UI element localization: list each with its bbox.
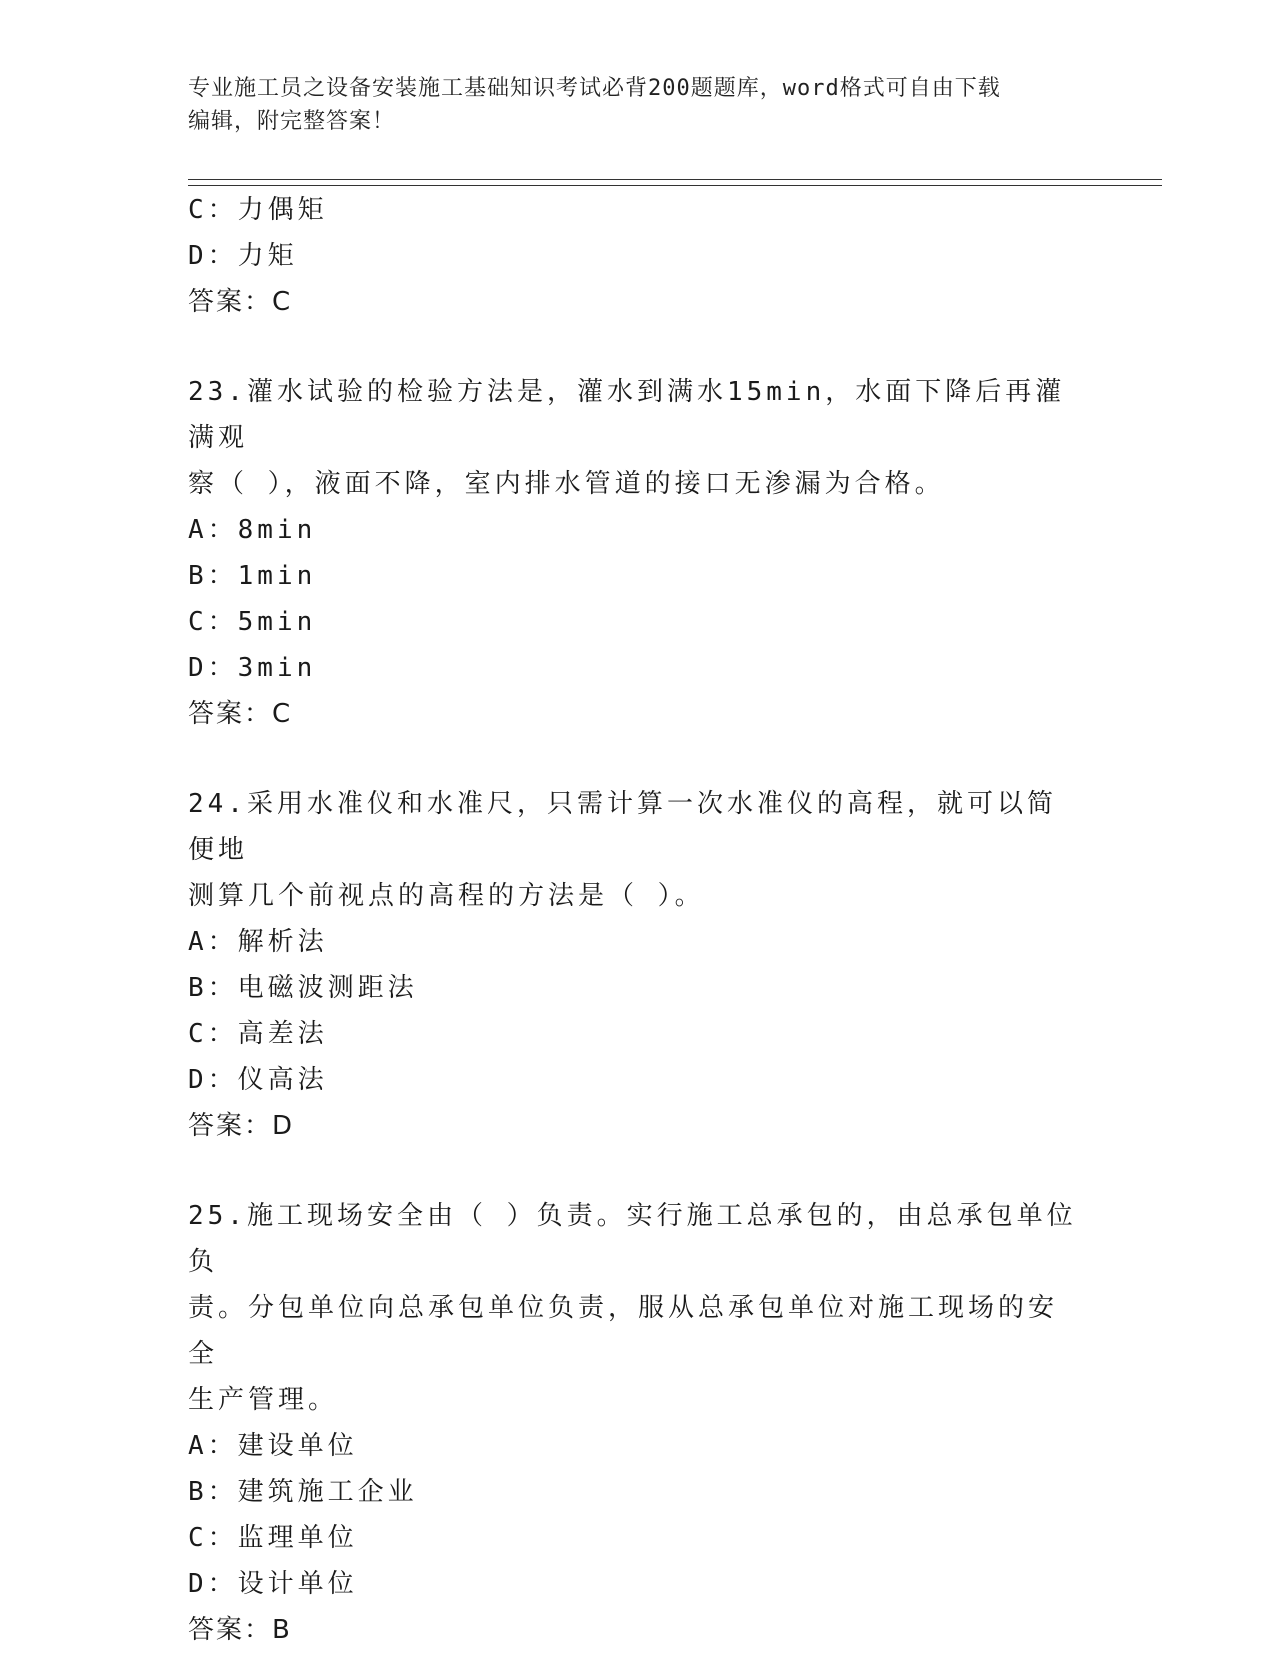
question-text [188, 1193, 1078, 1423]
answer-line: 答案：C [188, 287, 293, 317]
option-b: B：1min [188, 561, 317, 591]
option-d: D：设计单位 [188, 1569, 358, 1599]
option-c: C：5min [188, 607, 317, 637]
option-a: A：解析法 [188, 927, 328, 957]
answer-line: 答案：B [188, 1615, 292, 1645]
option-d: D：3min [188, 653, 317, 683]
header-double-rule [188, 179, 1162, 186]
question-text-line: 24.采用水准仪和水准尺，只需计算一次水准仪的高程，就可以简便地 [188, 789, 1057, 865]
question-text-line: 25.施工现场安全由（ ）负责。实行施工总承包的，由总承包单位负 [188, 1201, 1077, 1277]
option-d: D：仪高法 [188, 1065, 328, 1095]
question-text-line: 生产管理。 [188, 1385, 339, 1415]
answer-line: 答案：D [188, 1111, 295, 1141]
option-c: C：监理单位 [188, 1523, 358, 1553]
option-a: A：建设单位 [188, 1431, 358, 1461]
question-text [188, 781, 1078, 919]
question-text-line: 责。分包单位向总承包单位负责，服从总承包单位对施工现场的安全 [188, 1293, 1059, 1369]
question-25 [188, 1193, 1088, 1653]
document-body [188, 187, 1088, 1653]
option-d: D：力矩 [188, 241, 298, 271]
question-text-line: 23.灌水试验的检验方法是，灌水到满水15min，水面下降后再灌满观 [188, 377, 1066, 453]
question-text-line: 测算几个前视点的高程的方法是（ ）。 [188, 881, 705, 911]
option-a: A：8min [188, 515, 317, 545]
header-text-line-1: 专业施工员之设备安装施工基础知识考试必背200题题库，word格式可自由下载 [188, 76, 1001, 101]
answer-line: 答案：C [188, 699, 293, 729]
option-c: C：高差法 [188, 1019, 328, 1049]
option-b: B：建筑施工企业 [188, 1477, 418, 1507]
question-24 [188, 781, 1088, 1149]
question-text-line: 察（ ），液面不降，室内排水管道的接口无渗漏为合格。 [188, 469, 945, 499]
question-text [188, 369, 1078, 507]
document-header [188, 72, 1078, 138]
option-c: C：力偶矩 [188, 195, 328, 225]
header-text-line-2: 编辑，附完整答案！ [188, 109, 396, 134]
question-23 [188, 369, 1088, 737]
option-b: B：电磁波测距法 [188, 973, 418, 1003]
question-22-continued [188, 187, 1088, 325]
